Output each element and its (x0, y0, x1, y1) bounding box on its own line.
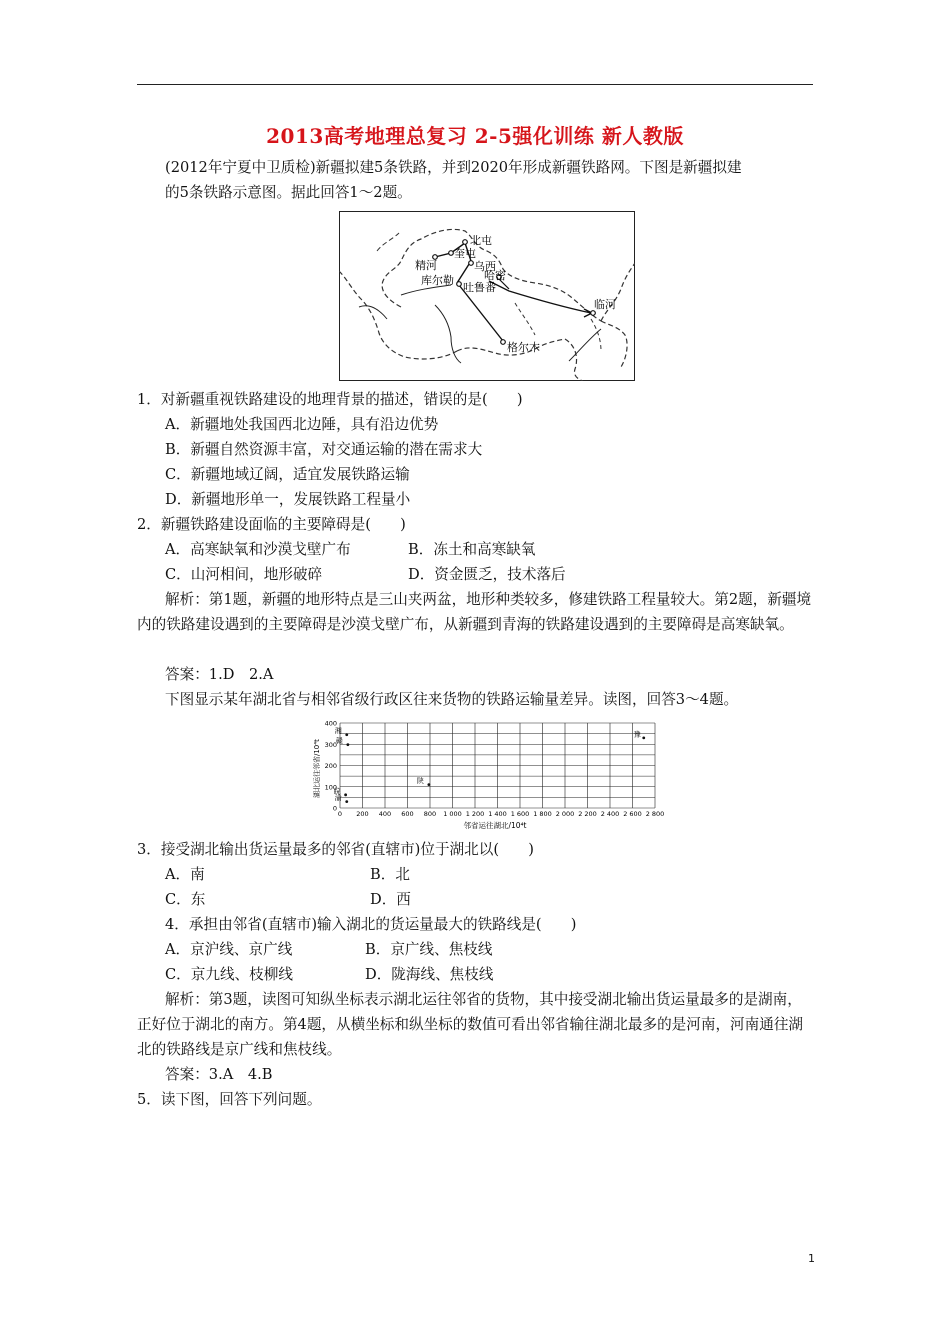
chart-point-label: 豫 (633, 730, 641, 739)
map-label-jinghe: 精河 (415, 259, 437, 272)
q2-stem: 2．新疆铁路建设面临的主要障碍是( ) (137, 516, 406, 533)
chart-xtick-label: 1 000 (443, 810, 462, 818)
q4-stem: 4．承担由邻省(直辖市)输入湖北的货运量最大的铁路线是( ) (165, 916, 577, 933)
map-label-linhe: 临河 (594, 298, 616, 311)
q4-option-d: D．陇海线、焦枝线 (365, 966, 494, 983)
chart-point (345, 733, 348, 736)
q3-option-d: D．西 (370, 891, 411, 908)
chart-xtick-label: 1 800 (533, 810, 552, 818)
chart-point (427, 783, 430, 786)
chart-xtick-label: 400 (378, 810, 392, 818)
q2-option-a: A．高寒缺氧和沙漠戈壁广布 (165, 541, 351, 558)
chart-point-label: 皖 (333, 787, 341, 796)
q2-option-d: D．资金匮乏，技术落后 (408, 566, 566, 583)
map-label-korla: 库尔勒 (421, 274, 454, 287)
q3-stem: 3．接受湖北输出货运量最多的邻省(直辖市)位于湖北以( ) (137, 841, 534, 858)
chart-xtick-label: 2 800 (645, 810, 665, 818)
chart-ytick-label: 200 (324, 762, 337, 770)
chart-xtick-label: 2 600 (623, 810, 642, 818)
chart-ytick-label: 100 (324, 783, 337, 792)
chart-point (346, 743, 349, 746)
page-number: 1 (808, 1252, 815, 1265)
header-rule (137, 84, 813, 85)
chart-ytick-label: 0 (332, 804, 337, 813)
intro-text-2: 的5条铁路示意图。据此回答1～2题。 (165, 184, 412, 201)
q2-option-c: C．山河相间，地形破碎 (165, 566, 323, 583)
q3-option-a: A．南 (165, 866, 205, 883)
chart-xtick-label: 800 (423, 810, 437, 818)
q5-stem: 5．读下图，回答下列问题。 (137, 1091, 322, 1108)
q4-option-a: A．京沪线、京广线 (165, 941, 293, 958)
chart-xtick-label: 1 600 (510, 810, 530, 818)
chart-point (642, 736, 645, 739)
chart-point (344, 793, 347, 796)
chart-point-label: 赣 (335, 737, 343, 746)
q1-option-b: B．新疆自然资源丰富，对交通运输的潜在需求大 (165, 441, 483, 458)
chart-point-label: 渝 (334, 794, 342, 803)
q4-option-c: C．京九线、枝柳线 (165, 966, 293, 983)
answer-1-2: 答案：1.D 2.A (165, 666, 274, 683)
chart-xtick-label: 0 (337, 810, 343, 818)
chart-xtick-label: 600 (401, 810, 414, 818)
q1-option-c: C．新疆地域辽阔，适宜发展铁路运输 (165, 466, 410, 483)
map-label-wuxi: 乌西 (474, 260, 496, 273)
q4-option-b: B．京广线、焦枝线 (365, 941, 493, 958)
chart-xtick-label: 2 200 (578, 810, 597, 818)
intro-3-4: 下图显示某年湖北省与相邻省级行政区往来货物的铁路运输量差异。读图，回答3～4题。 (165, 691, 739, 708)
chart-xtick-label: 200 (356, 810, 369, 818)
map-label-hami: 哈密 (484, 269, 506, 282)
xinjiang-railway-map (339, 211, 635, 385)
q2-option-b: B．冻土和高寒缺氧 (408, 541, 536, 558)
chart-xtick-label: 1 400 (488, 810, 507, 818)
chart-ylabel: 湖北运往邻省/10⁴t (313, 739, 321, 798)
explanation-3-4: 解析：第3题，读图可知纵坐标表示湖北运往邻省的货物，其中接受湖北输出货运量最多的是湖南，正好位于湖北的南方。第4题，从横坐标和纵坐标的数值可看出邻省输往湖北最多的是河南，河南通往湖北的铁路线是京广线和焦枝线。 (137, 991, 804, 1058)
map-label-kuitun: 奎屯 (454, 247, 476, 260)
chart-point-label: 湘 (334, 727, 342, 736)
map-label-golmud: 格尔木 (507, 341, 540, 354)
page-title: 2013高考地理总复习 2-5强化训练 新人教版 (266, 124, 684, 148)
map-label-beitun: 北屯 (470, 234, 492, 247)
chart-ytick-label: 400 (324, 719, 337, 728)
chart-ytick-label: 300 (324, 740, 337, 749)
q1-option-d: D．新疆地形单一，发展铁路工程量小 (165, 491, 411, 508)
q1-option-a: A．新疆地处我国西北边陲，具有沿边优势 (165, 416, 439, 433)
freight-scatter-chart (310, 718, 672, 834)
q3-option-c: C．东 (165, 891, 206, 908)
chart-xlabel: 邻省运往湖北/10⁴t (463, 821, 527, 830)
answer-3-4: 答案：3.A 4.B (165, 1066, 273, 1083)
explanation-1-2: 解析：第1题，新疆的地形特点是三山夹两盆，地形种类较多，修建铁路工程量较大。第2题，新疆境内的铁路建设遇到的主要障碍是沙漠戈壁广布，从新疆到青海的铁路建设遇到的主要障碍是高寒缺氧。 (137, 591, 812, 633)
chart-xtick-label: 2 400 (600, 810, 620, 818)
intro-text-1: (2012年宁夏中卫质检)新疆拟建5条铁路，并到2020年形成新疆铁路网。下图是新疆拟建 (165, 159, 742, 176)
q1-stem: 1．对新疆重视铁路建设的地理背景的描述，错误的是( ) (137, 391, 523, 408)
map-label-turpan: 吐鲁番 (463, 281, 496, 294)
chart-point-label: 陕 (416, 777, 424, 786)
q3-option-b: B．北 (370, 866, 410, 883)
chart-xtick-label: 2 000 (555, 810, 575, 818)
chart-point (345, 800, 348, 803)
chart-xtick-label: 1 200 (465, 810, 485, 818)
